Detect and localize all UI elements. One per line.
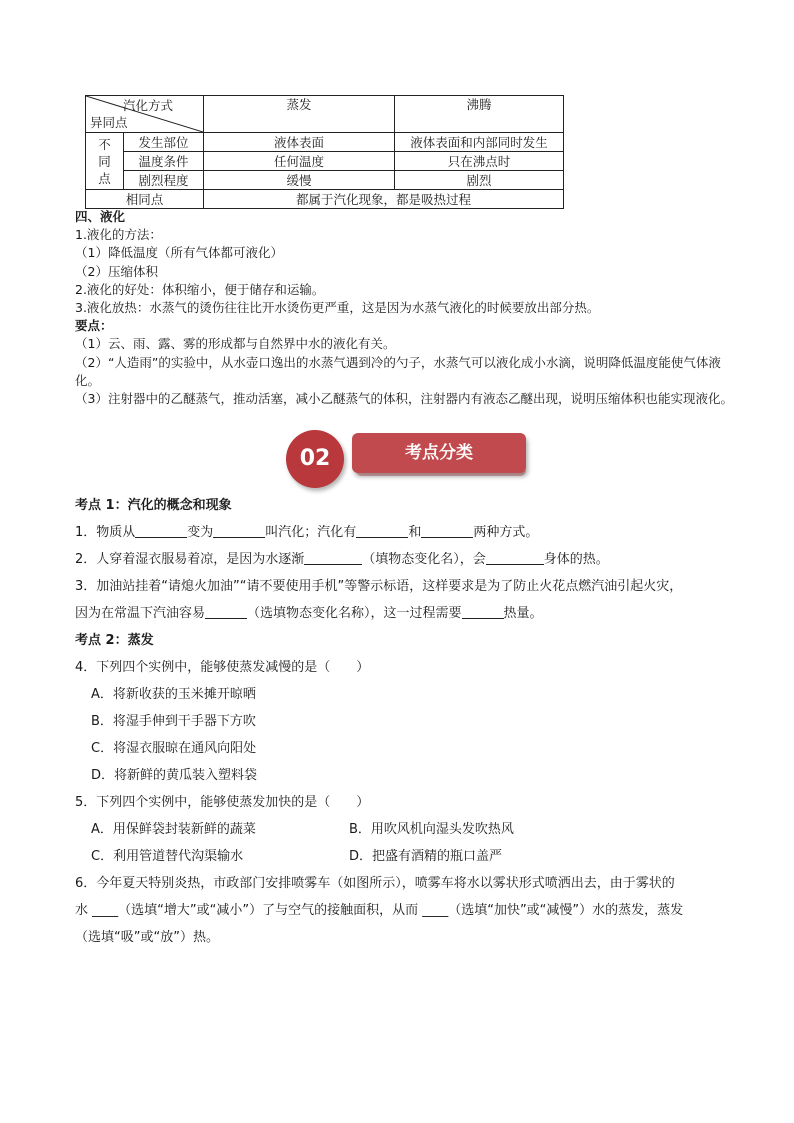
answer-blank[interactable]	[356, 523, 408, 538]
section-number-badge: 02	[286, 430, 344, 488]
question-6-line-1: 6．今年夏天特别炎热，市政部门安排喷雾车（如图所示），喷雾车将水以雾状形式喷洒出去，由于雾状的	[75, 876, 675, 891]
option-a[interactable]: A．将新收获的玉米摊开晾晒	[91, 687, 256, 702]
section-title: 考点分类	[352, 433, 526, 473]
row-label: 剧烈程度	[124, 171, 204, 190]
comparison-table	[85, 95, 564, 209]
header-boiling: 沸腾	[395, 96, 564, 133]
question-5-stem: 5．下列四个实例中，能够使蒸发加快的是（ ）	[75, 795, 370, 810]
table-cell: 液体表面和内部同时发生	[395, 133, 564, 152]
keypoint: （3）注射器中的乙醚蒸气，推动活塞，减小乙醚蒸气的体积，注射器内有液态乙醚出现，说明压缩体积也能实现液化。	[75, 391, 733, 407]
question-6-line-3: （选填“吸”或“放”）热。	[75, 930, 219, 945]
note-line: 1.液化的方法：	[75, 227, 162, 243]
table-cell: 液体表面	[204, 133, 395, 152]
table-cell: 缓慢	[204, 171, 395, 190]
note-line: 2.液化的好处：体积缩小，便于储存和运输。	[75, 281, 325, 297]
option-d[interactable]: D．把盛有酒精的瓶口盖严	[349, 849, 503, 864]
row-label: 温度条件	[124, 152, 204, 171]
question-2: 2．人穿着湿衣服易着凉，是因为水逐渐 （填物态变化名），会 身体的热。	[75, 552, 609, 567]
kp2-heading: 考点 2：蒸发	[75, 633, 154, 648]
option-b[interactable]: B．用吹风机向湿头发吹热风	[349, 822, 514, 837]
question-5-options-row-1	[75, 816, 735, 843]
corner-top-label: 汽化方式	[122, 98, 173, 113]
option-c[interactable]: C．利用管道替代沟渠输水	[91, 849, 244, 864]
question-3-line-2: 因为在常温下汽油容易 （选填物态变化名称），这一过程需要 热量。	[75, 606, 543, 621]
answer-blank[interactable]	[421, 523, 473, 538]
table-cell: 剧烈	[395, 171, 564, 190]
question-6-line-2: 水 ____（选填“增大”或“减小”）了与空气的接触面积，从而 ____（选填“加快”或“减慢”）水的蒸发，蒸发	[75, 903, 684, 918]
section-heading: 四、液化	[75, 209, 126, 224]
table-cell: 只在沸点时	[395, 152, 564, 171]
table-cell: 任何温度	[204, 152, 395, 171]
option-a[interactable]: A．用保鲜袋封装新鲜的蔬菜	[91, 822, 256, 837]
corner-bottom-label: 异同点	[90, 115, 128, 130]
note-line: 3.液化放热：水蒸气的烫伤往往比开水烫伤更严重，这是因为水蒸气液化的时候要放出部分热。	[75, 300, 600, 316]
answer-blank[interactable]	[304, 550, 362, 565]
section-banner	[282, 430, 532, 492]
difference-label: 不 同 点	[86, 133, 124, 190]
kp1-heading: 考点 1：汽化的概念和现象	[75, 498, 232, 513]
row-label: 发生部位	[124, 133, 204, 152]
header-evaporation: 蒸发	[204, 96, 395, 133]
note-line: （2）压缩体积	[75, 263, 158, 279]
keypoint: （1）云、雨、露、雾的形成都与自然界中水的液化有关。	[75, 336, 396, 352]
answer-blank[interactable]	[486, 550, 544, 565]
same-label: 相同点	[86, 190, 204, 209]
option-b[interactable]: B．将湿手伸到干手器下方吹	[91, 714, 256, 729]
question-1: 1．物质从 变为 叫汽化；汽化有 和 两种方式。	[75, 525, 539, 540]
table-corner-cell	[86, 96, 204, 133]
question-5-options-row-2	[75, 843, 735, 870]
question-4-stem: 4．下列四个实例中，能够使蒸发减慢的是（ ）	[75, 660, 370, 675]
question-3-line-1: 3．加油站挂着“请熄火加油”“请不要使用手机”等警示标语，这样要求是为了防止火花点燃汽油引起火灾，	[75, 579, 683, 594]
answer-blank[interactable]	[135, 523, 187, 538]
keypoint: （2）“人造雨”的实验中，从水壶口逸出的水蒸气遇到冷的勺子，水蒸气可以液化成小水滴，说明降低温度能使气体液化。	[75, 354, 721, 388]
liquefaction-notes	[75, 208, 735, 408]
keypoints-heading: 要点：	[75, 318, 113, 334]
answer-blank[interactable]	[213, 523, 265, 538]
option-d[interactable]: D．将新鲜的黄瓜装入塑料袋	[91, 768, 258, 783]
answer-blank[interactable]	[205, 604, 247, 619]
option-c[interactable]: C．将湿衣服晾在通风向阳处	[91, 741, 257, 756]
answer-blank[interactable]	[462, 604, 504, 619]
exercises	[75, 492, 735, 951]
note-line: （1）降低温度（所有气体都可液化）	[75, 245, 283, 261]
same-text: 都属于汽化现象，都是吸热过程	[204, 190, 564, 209]
